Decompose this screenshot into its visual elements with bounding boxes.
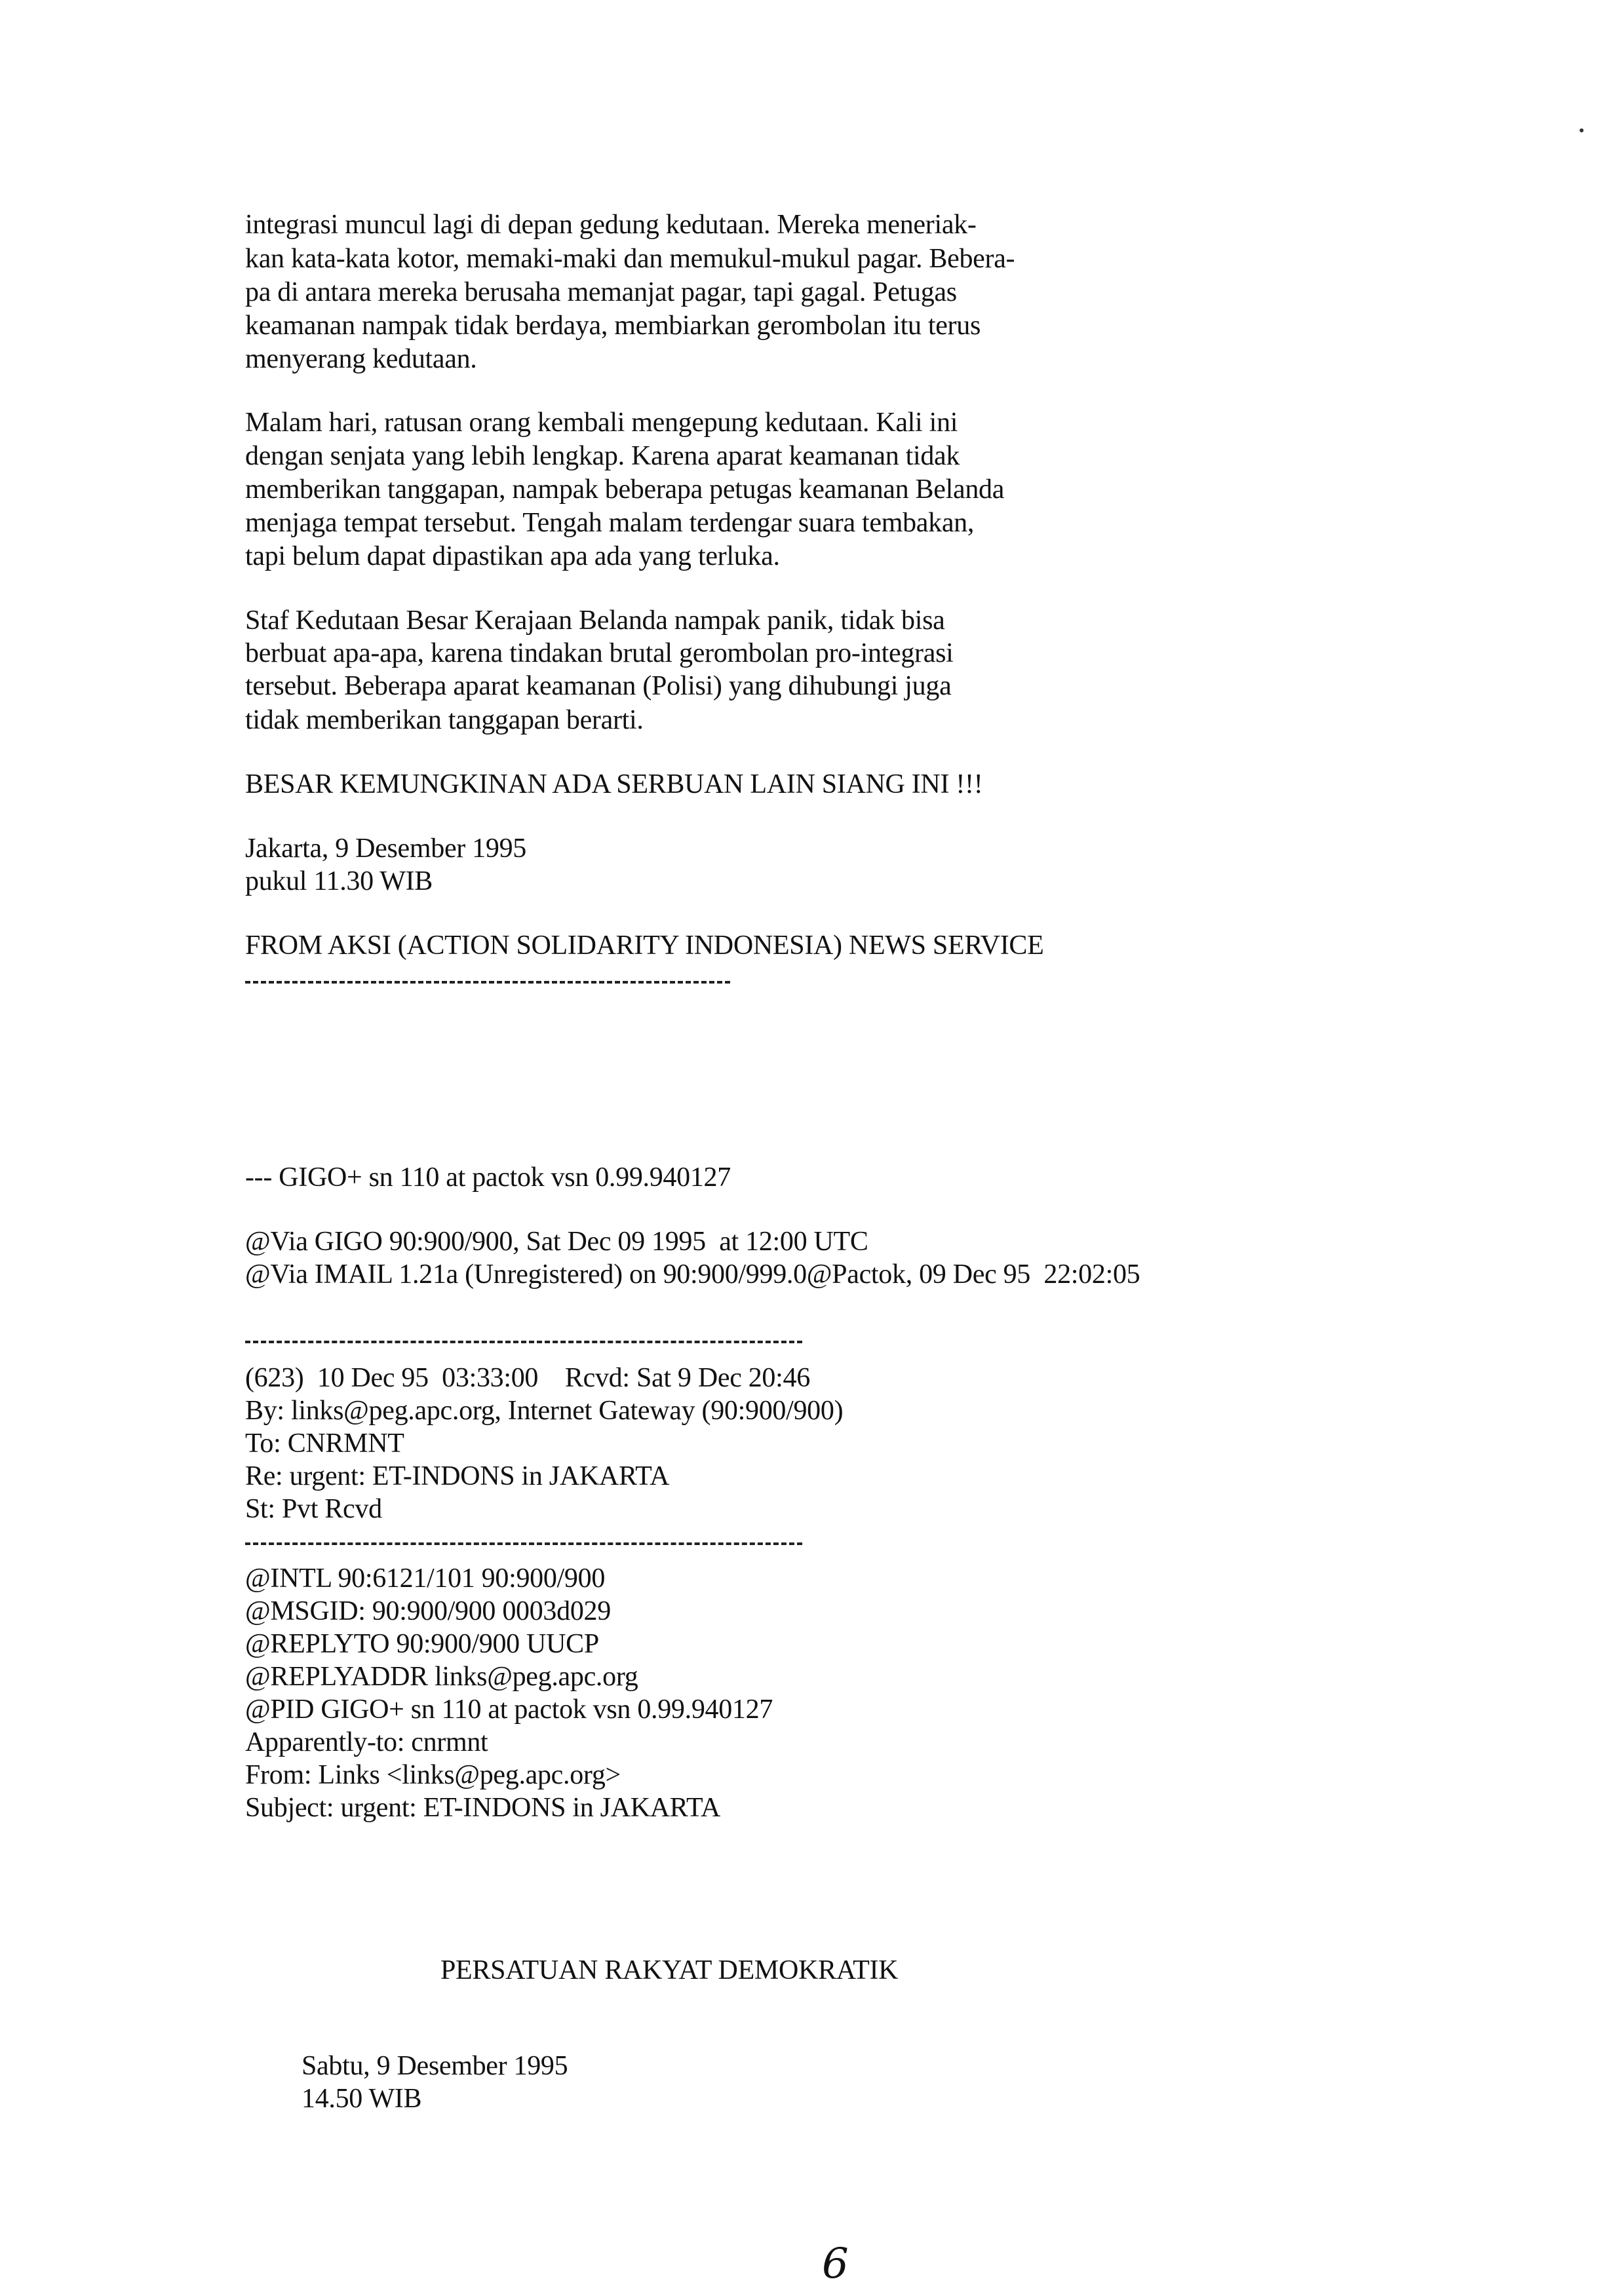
scan-speck (1580, 128, 1584, 132)
page-number: 6 (822, 2240, 849, 2288)
paragraph-line: menyerang kedutaan. (245, 344, 477, 374)
release-day: Sabtu, 9 Desember 1995 (302, 2051, 568, 2081)
header-line: (623) 10 Dec 95 03:33:00 Rcvd: Sat 9 Dec 20:46 (245, 1363, 810, 1393)
separator-line (245, 981, 730, 984)
kludge-line: @MSGID: 90:900/900 0003d029 (245, 1596, 611, 1626)
dateline-place: Jakarta, 9 Desember 1995 (245, 833, 526, 864)
paragraph-line: pa di antara mereka berusaha memanjat pagar, tapi gagal. Petugas (245, 277, 957, 307)
paragraph-line: keamanan nampak tidak berdaya, membiarkan gerombolan itu terus (245, 311, 981, 341)
separator-line (245, 1542, 802, 1545)
source-line: FROM AKSI (ACTION SOLIDARITY INDONESIA) NEWS SERVICE (245, 930, 1044, 961)
paragraph-line: menjaga tempat tersebut. Tengah malam terdengar suara tembakan, (245, 508, 975, 538)
paragraph-line: tidak memberikan tanggapan berarti. (245, 705, 644, 735)
paragraph-line: dengan senjata yang lebih lengkap. Karena aparat keamanan tidak (245, 441, 960, 471)
release-time: 14.50 WIB (302, 2084, 422, 2114)
kludge-line: @INTL 90:6121/101 90:900/900 (245, 1563, 606, 1594)
kludge-line: @REPLYTO 90:900/900 UUCP (245, 1629, 599, 1659)
paragraph-line: Staf Kedutaan Besar Kerajaan Belanda nampak panik, tidak bisa (245, 605, 945, 636)
paragraph-line: kan kata-kata kotor, memaki-maki dan memukul-mukul pagar. Bebera- (245, 244, 1015, 274)
header-line: By: links@peg.apc.org, Internet Gateway (90:900/900) (245, 1396, 844, 1426)
paragraph-line: memberikan tanggapan, nampak beberapa petugas keamanan Belanda (245, 474, 1005, 505)
gigo-line: --- GIGO+ sn 110 at pactok vsn 0.99.940127 (245, 1162, 731, 1193)
paragraph-line: tersebut. Beberapa aparat keamanan (Polisi) yang dihubungi juga (245, 671, 952, 701)
paragraph-line: Malam hari, ratusan orang kembali mengepung kedutaan. Kali ini (245, 408, 958, 438)
separator-line (245, 1341, 802, 1343)
paragraph-line: berbuat apa-apa, karena tindakan brutal gerombolan pro-integrasi (245, 638, 954, 668)
kludge-line: From: Links <links@peg.apc.org> (245, 1760, 621, 1790)
via-line: @Via GIGO 90:900/900, Sat Dec 09 1995 at 12:00 UTC (245, 1227, 868, 1257)
org-title: PERSATUAN RAKYAT DEMOKRATIK (440, 1955, 899, 1985)
header-line: To: CNRMNT (245, 1428, 404, 1459)
kludge-line: @REPLYADDR links@peg.apc.org (245, 1662, 638, 1692)
kludge-line: Apparently-to: cnrmnt (245, 1727, 488, 1757)
kludge-line: Subject: urgent: ET-INDONS in JAKARTA (245, 1793, 720, 1823)
paragraph-line: tapi belum dapat dipastikan apa ada yang terluka. (245, 541, 780, 571)
via-line: @Via IMAIL 1.21a (Unregistered) on 90:900/999.0@Pactok, 09 Dec 95 22:02:05 (245, 1259, 1140, 1290)
header-line: Re: urgent: ET-INDONS in JAKARTA (245, 1461, 670, 1491)
header-line: St: Pvt Rcvd (245, 1494, 382, 1524)
paragraph-line: integrasi muncul lagi di depan gedung kedutaan. Mereka meneriak- (245, 210, 977, 240)
dateline-time: pukul 11.30 WIB (245, 866, 433, 896)
warning-line: BESAR KEMUNGKINAN ADA SERBUAN LAIN SIANG INI !!! (245, 769, 983, 799)
kludge-line: @PID GIGO+ sn 110 at pactok vsn 0.99.940127 (245, 1694, 773, 1725)
